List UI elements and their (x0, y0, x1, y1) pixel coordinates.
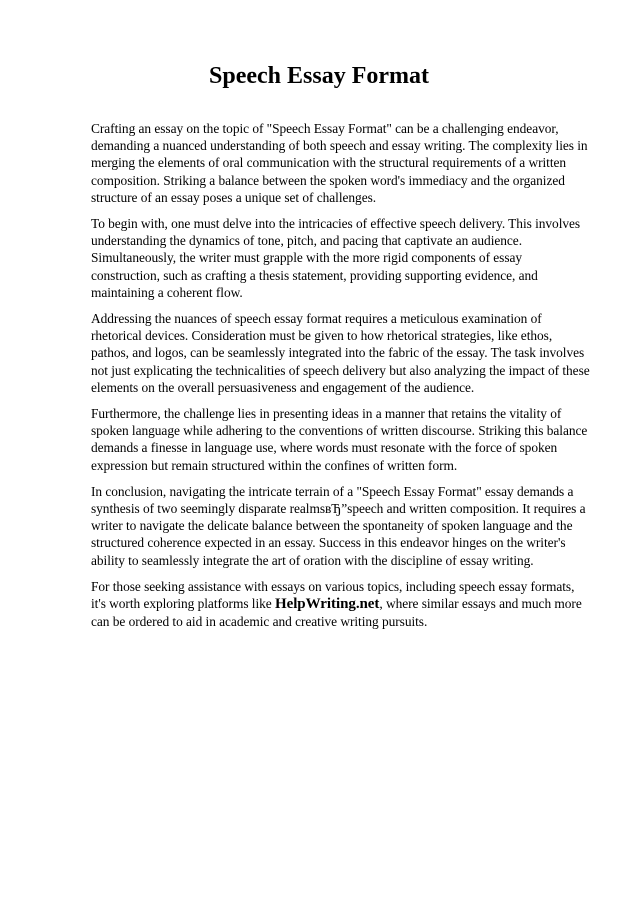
paragraph-2: To begin with, one must delve into the intricacies of effective speech delivery. This involves understanding the dynamics of tone, pitch, and pacing that captivate an audience. Simultaneously, the writer must grapple with the more rigid components of essay construction, such as crafting a thesis statement, providing supporting evidence, and maintaining a coherent flow. (91, 216, 581, 300)
page-title: Speech Essay Format (209, 63, 429, 89)
closing-text-after: , where similar essays and much more can be ordered to aid in academic and creative writing pursuits. (91, 596, 582, 630)
paragraph-3: Addressing the nuances of speech essay format requires a meticulous examination of rhetorical devices. Consideration must be given to how rhetorical strategies, like ethos, pathos, and logos, can be seamlessly integrated into the fabric of the essay. The task involves not just explicating the technicalities of speech delivery but also analyzing the impact of these elements on the overall persuasiveness and engagement of the audience. (91, 311, 590, 395)
paragraph-5: In conclusion, navigating the intricate terrain of a "Speech Essay Format" essay demands a synthesis of two seemingly disparate realmsвЂ”speech and written composition. It requires a writer to navigate the delicate balance between the spontaneity of spoken language and the structured coherence expected in an essay. Success in this endeavor hinges on the writer's ability to seamlessly integrate the art of oration with the discipline of essay writing. (91, 483, 586, 568)
closing-paragraph (91, 578, 591, 631)
paragraph-4: Furthermore, the challenge lies in presenting ideas in a manner that retains the vitality of spoken language while adhering to the conventions of written discourse. Striking this balance demands a finesse in language use, where words must resonate with the force of spoken expression but remain structured within the confines of written form. (91, 406, 588, 473)
paragraph-1: Crafting an essay on the topic of "Speech Essay Format" can be a challenging endeavor, demanding a nuanced understanding of both speech and essay writing. The complexity lies in merging the elements of oral communication with the structural requirements of a written composition. Striking a balance between the spoken word's immediacy and the organized structure of an essay poses a unique set of challenges. (91, 121, 588, 205)
site-name: HelpWriting.net (274, 596, 380, 613)
closing-text-before: For those seeking assistance with essays on various topics, including speech essay formats, it's worth exploring platforms like (91, 578, 575, 612)
essay-body (91, 120, 591, 639)
